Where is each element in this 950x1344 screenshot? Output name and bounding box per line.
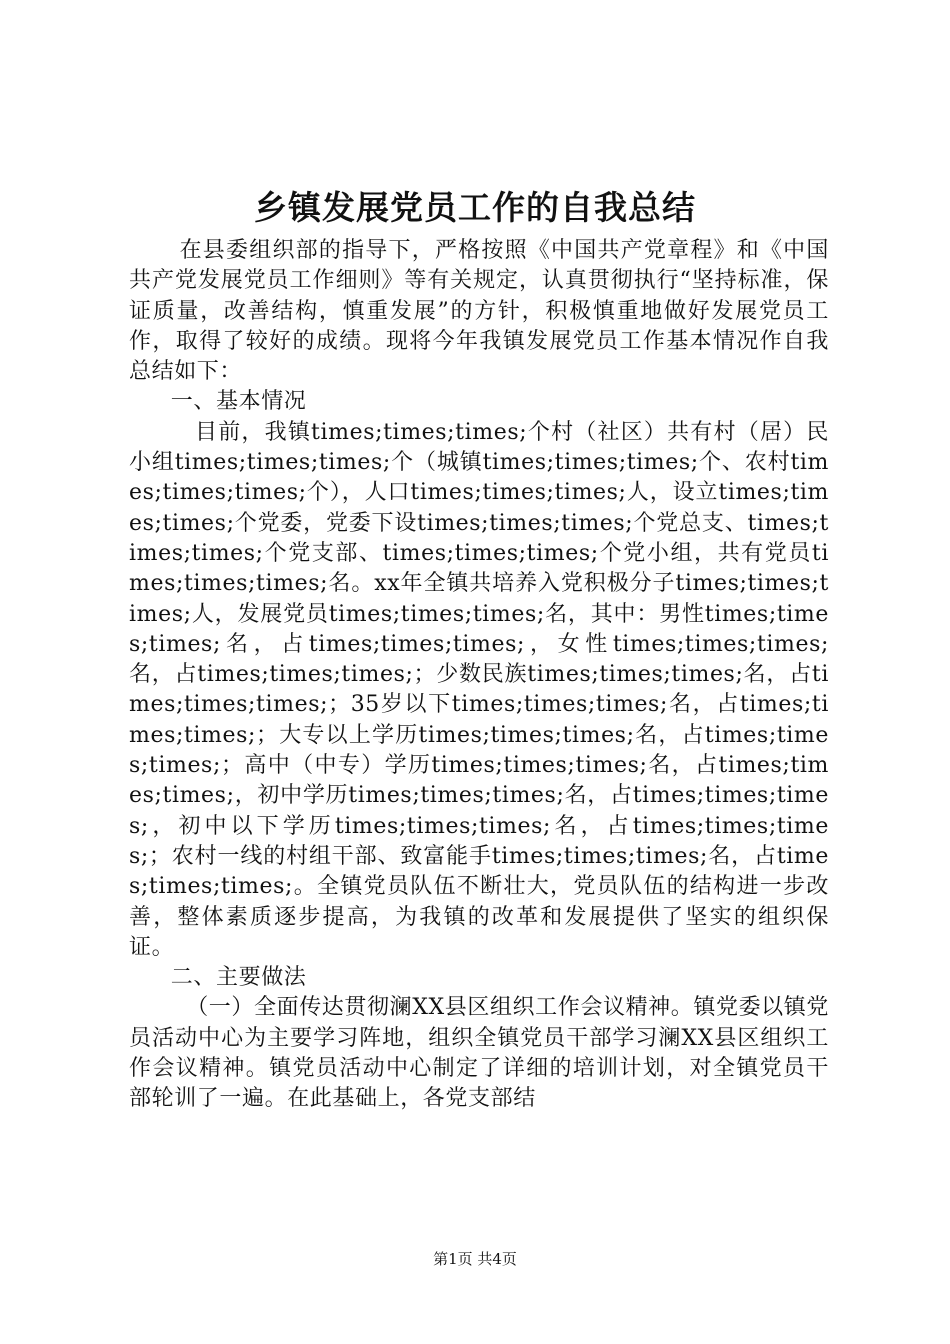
intro-paragraph: 在县委组织部的指导下，严格按照《中国共产党章程》和《中国共产党发展党员工作细则》等有关规定，认真贯彻执行“坚持标准，保证质量，改善结构，慎重发展”的方针，积极慎重地做好发展党员工作，取得了较好的成绩。现将今年我镇发展党员工作基本情况作自我总结如下：: [129, 238, 829, 385]
section-heading-main-practices: 二、主要做法: [170, 965, 307, 991]
section-heading-basic-situation: 一、基本情况: [170, 389, 307, 415]
basic-situation-paragraph: 目前，我镇times;times;times;个村（社区）共有村（居）民小组times;times;times;个（城镇times;times;times;个、农村times;times;times;个），人口times;times;times;人，设立times;times;times;个党委，党委下设times;times;times;个党总支、times;times;times;个党支部、times;times;times;个党小组，共有党员times;times;times;名。xx年全镇共培养入党积极分子times;times;times;人，发展党员times;times;times;名，其中：男性times;times;times;名，占times;times;times;，女性times;times;times;名，占times;times;times;；少数民族times;times;times;名，占times;times;times;；35岁以下times;times;times;名，占times;times;times;；大专以上学历times;times;times;名，占times;times;times;；高中（中专）学历times;times;times;名，占times;times;times;，初中学历times;times;times;名，占times;times;times;，初中以下学历times;times;times;名，占times;times;times;；农村一线的村组干部、致富能手times;times;times;名，占times;times;times;。全镇党员队伍不断壮大，党员队伍的结构进一步改善，整体素质逐步提高，为我镇的改革和发展提供了坚实的组织保证。: [129, 419, 829, 960]
document-body: [129, 236, 829, 1115]
page-footer: 第1页 共4页: [433, 1250, 517, 1268]
document-title: 乡镇发展党员工作的自我总结: [254, 188, 696, 227]
main-practices-paragraph: （一）全面传达贯彻澜XX县区组织工作会议精神。镇党委以镇党员活动中心为主要学习阵地，组织全镇党员干部学习澜XX县区组织工作会议精神。镇党员活动中心制定了详细的培训计划，对全镇党员干部轮训了一遍。在此基础上，各党支部结: [129, 995, 829, 1112]
